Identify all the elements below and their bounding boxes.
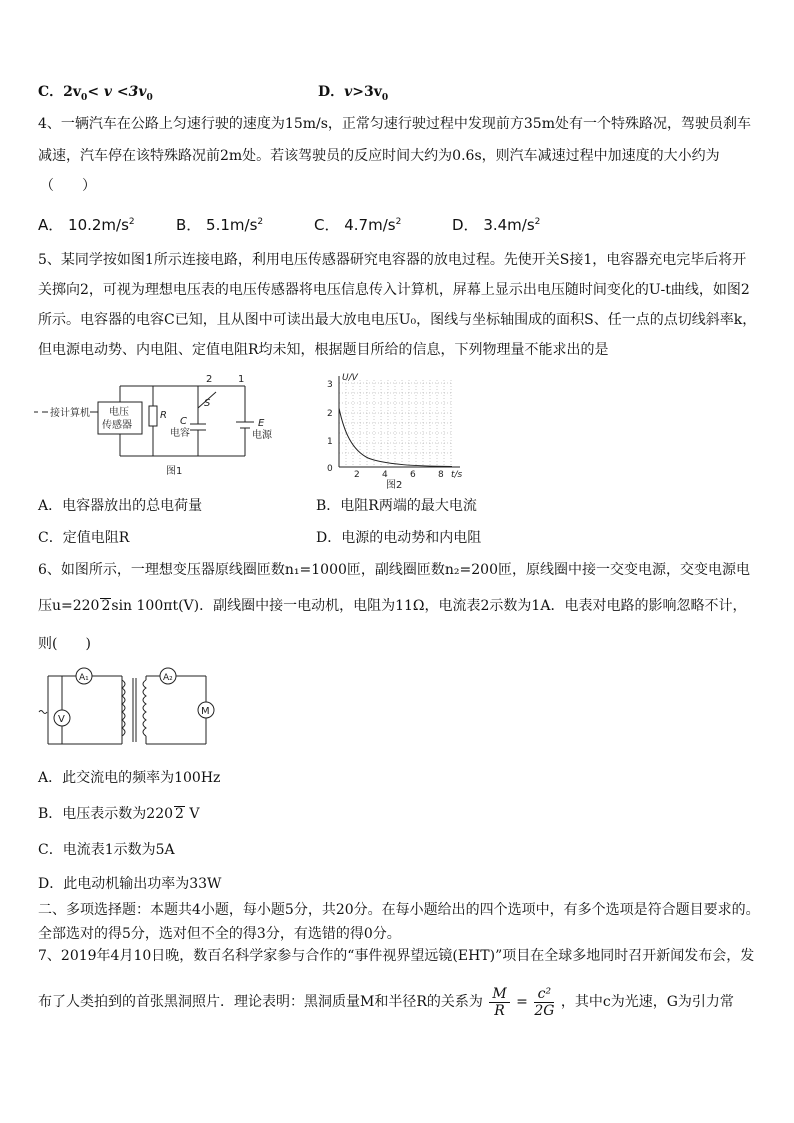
q6-stem-line1: 6、如图所示，一理想变压器原线圈匝数n₁=1000匝，副线圈匝数n₂=200匝，原线圈中接一交变电源，交变电源电 [38, 562, 750, 578]
q5-figure1-circuit [30, 372, 290, 484]
q6-option-b: B．电压表示数为220 2 V [38, 806, 200, 822]
q3-option-d: D．$v>3v_0$ [318, 84, 389, 103]
fig1-terminal-2: 2 [206, 374, 213, 385]
q5-figure2-graph [316, 370, 476, 490]
section2-heading-line1: 二、多项选择题：本题共4小题，每小题5分，共20分。在每小题给出的四个选项中，有多个选项是符合题目要求的。 [38, 902, 760, 918]
q5-option-b: B．电阻R两端的最大电流 [316, 498, 477, 514]
q4-option-a: A． $10.2m/s^2$ [38, 216, 135, 234]
fig2-xtick: 6 [410, 470, 416, 480]
fig1-terminal-1: 1 [238, 374, 245, 385]
q3-option-c: C．$2v_0< v <3v_0$ [38, 84, 153, 103]
fig1-sensor-label: 电压 [109, 407, 129, 418]
fig1-computer-label: 接计算机 [50, 408, 90, 419]
fig1-c-label: C [180, 416, 187, 427]
fig2-caption: 图2 [386, 480, 403, 490]
q6-stem-line2: 压u=220 2sin 100πt(V)．副线圈中接一电动机，电阻为11Ω，电流表2示数为1A．电表对电路的影响忽略不计， [38, 598, 747, 614]
q4-stem-line3: （ ） [40, 178, 96, 194]
q4-option-b: B． $5.1m/s^2$ [176, 216, 264, 234]
q6-option-c: C．电流表1示数为5A [38, 842, 175, 858]
fig2-ytick: 2 [327, 409, 333, 419]
fig2-x-axis-label: t/s [451, 470, 463, 480]
fig1-sensor-label-2: 传感器 [102, 420, 132, 431]
q7-stem-line1: 7、2019年4月10日晚，数百名科学家参与合作的“事件视界望远镜(EHT)”项目在全球多地同时召开新闻发布会，发 [38, 948, 755, 964]
q5-option-d: D．电源的电动势和内电阻 [316, 530, 482, 546]
q6-motor-label: M [201, 706, 210, 717]
q4-stem-line2: 减速，汽车停在该特殊路况前2m处。若该驾驶员的反应时间大约为0.6s，则汽车减速过程中加速度的大小约为 [38, 148, 720, 164]
q6-option-a: A．此交流电的频率为100Hz [38, 770, 221, 786]
fig1-e-label: E [258, 418, 265, 429]
q5-stem-line3: 所示。电容器的电容C已知，且从图中可读出最大放电电压U₀，图线与坐标轴围成的面积S、任一点的点切线斜率k， [38, 312, 757, 328]
q7-fraction-c2-over-2g: $\frac{\text{c²}}{2G}$ [534, 985, 555, 1019]
q6-voltmeter-label: V [58, 714, 65, 725]
q6-option-d: D．此电动机输出功率为33W [38, 876, 222, 892]
fig2-xtick: 4 [382, 470, 388, 480]
q7-stem-line2: 布了人类拍到的首张黑洞照片．理论表明：黑洞质量M和半径R的关系为 $\frac{M}{R}$ = $\frac{\text{c²}}{2G}$ ，其中c为光速，G为引力常 [38, 985, 734, 1019]
fig2-ytick: 0 [327, 464, 333, 474]
q5-option-a: A．电容器放出的总电荷量 [38, 498, 203, 514]
fig2-xtick: 8 [438, 470, 444, 480]
fig1-source-label: 电源 [252, 430, 272, 441]
q5-stem-line1: 5、某同学按如图1所示连接电路，利用电压传感器研究电容器的放电过程。先使开关S接1，电容器充电完毕后将开 [38, 252, 747, 268]
section2-heading-line2: 全部选对的得5分，选对但不全的得3分，有选错的得0分。 [38, 926, 401, 942]
q4-stem-line1: 4、一辆汽车在公路上匀速行驶的速度为15m/s，正常匀速行驶过程中发现前方35m处有一个特殊路况，驾驶员刹车 [38, 116, 751, 132]
q4-option-c: C． $4.7m/s^2$ [314, 216, 402, 234]
fig2-y-axis-label: U/V [342, 373, 358, 383]
fig1-capacitor-label: 电容 [170, 428, 190, 439]
fig1-switch-label: S [204, 398, 211, 409]
q6-ammeter-2-label: A₂ [163, 673, 173, 683]
q6-stem-line3: 则( ) [38, 636, 91, 652]
q5-option-c: C．定值电阻R [38, 530, 130, 546]
fig1-caption: 图1 [166, 466, 183, 477]
fig2-ytick: 3 [327, 380, 333, 390]
q5-stem-line4: 但电源电动势、内电阻、定值电阻R均未知，根据题目所给的信息，下列物理量不能求出的是 [38, 342, 609, 358]
q4-option-d: D． $3.4m/s^2$ [452, 216, 541, 234]
q6-ammeter-1-label: A₁ [79, 673, 89, 683]
fig1-r-label: R [160, 410, 167, 421]
fig2-xtick: 2 [354, 470, 360, 480]
q7-fraction-m-over-r: $\frac{M}{R}$ [489, 986, 509, 1019]
q6-figure-transformer [36, 664, 226, 754]
q5-stem-line2: 关掷向2，可视为理想电压表的电压传感器将电压信息传入计算机，屏幕上显示出电压随时间变化的U-t曲线，如图2 [38, 282, 750, 298]
fig2-ytick: 1 [327, 437, 333, 447]
